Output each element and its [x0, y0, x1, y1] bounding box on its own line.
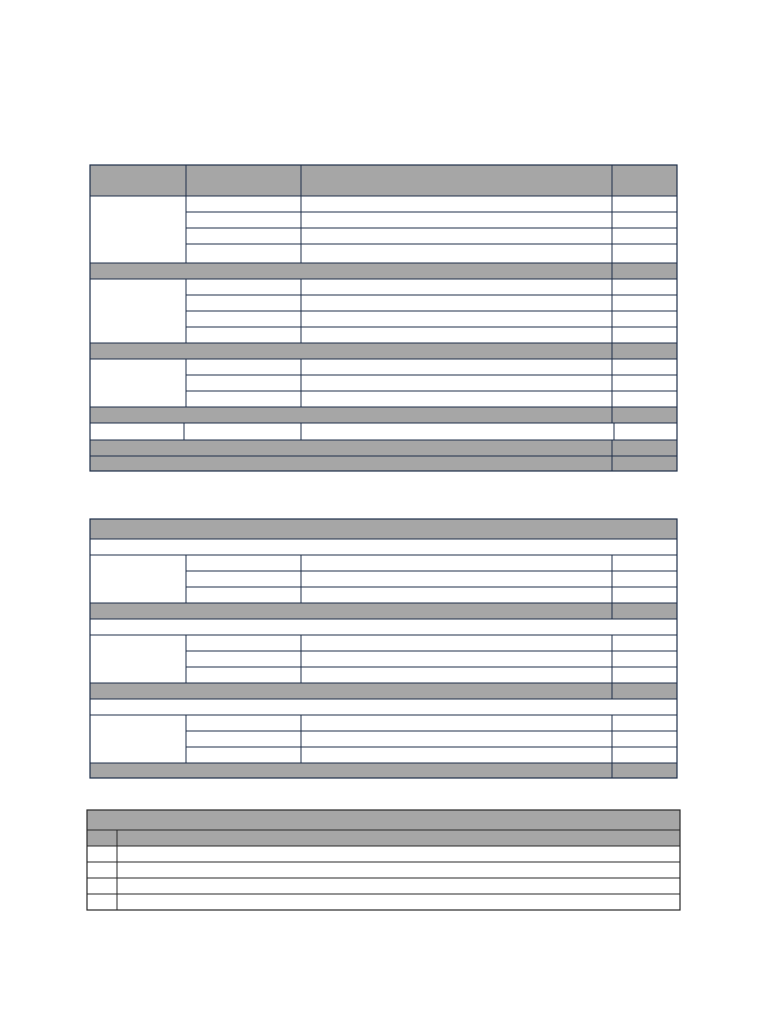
table-1-header-row — [90, 165, 677, 196]
table-3-header-row — [87, 810, 680, 830]
table-2-subtotal-row — [90, 683, 677, 699]
table-1-grid-lines — [90, 165, 677, 471]
table-2-subtotal-row — [90, 603, 677, 619]
table-3 — [87, 810, 680, 910]
table-2-grid-lines — [90, 539, 677, 778]
table-2 — [90, 519, 677, 778]
table-2-header-row — [90, 519, 677, 539]
table-1-subtotal-row — [90, 343, 677, 359]
table-2-total-row — [90, 763, 677, 778]
table-1-total-row — [90, 440, 677, 456]
table-1-subtotal-row — [90, 263, 677, 279]
table-1 — [90, 165, 677, 471]
table-1-total-row — [90, 456, 677, 471]
table-1-border — [90, 165, 677, 471]
table-2-border — [90, 519, 677, 778]
table-3-column-header-row — [87, 830, 680, 846]
table-1-subtotal-row — [90, 407, 677, 423]
